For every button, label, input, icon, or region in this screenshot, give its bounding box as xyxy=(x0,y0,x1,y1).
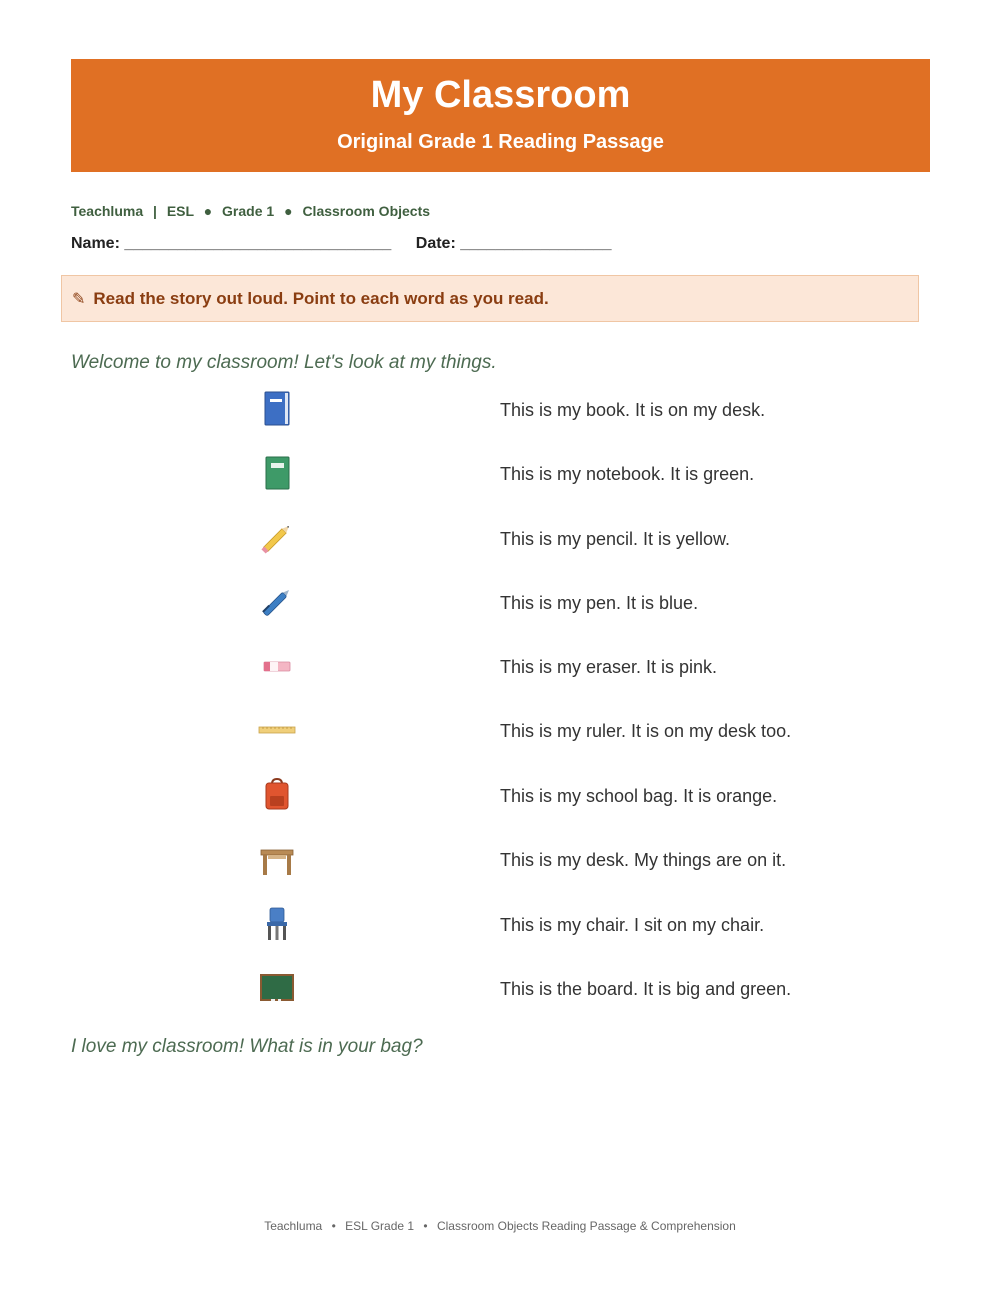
list-item xyxy=(71,518,930,558)
name-date-fields xyxy=(71,235,612,253)
footer-title: Classroom Objects Reading Passage & Comprehension xyxy=(436,1219,736,1233)
list-item xyxy=(71,775,930,815)
bullet-icon: • xyxy=(331,1219,336,1233)
school-bag-icon xyxy=(257,775,297,815)
item-sentence: This is my school bag. It is orange. xyxy=(500,786,778,806)
page-title: My Classroom xyxy=(370,74,631,116)
page-subtitle: Original Grade 1 Reading Passage xyxy=(337,131,664,153)
item-sentence: This is my pencil. It is yellow. xyxy=(500,529,731,549)
notebook-icon xyxy=(257,453,297,493)
subject-label: ESL xyxy=(166,203,194,219)
list-item xyxy=(71,582,930,622)
desk-icon xyxy=(257,839,297,879)
eraser-icon xyxy=(257,646,297,686)
name-label: Name: xyxy=(71,235,120,252)
pen-icon xyxy=(257,582,297,622)
pencil-icon xyxy=(257,518,297,558)
meta-separator: | xyxy=(153,203,157,219)
board-icon xyxy=(257,968,297,1008)
footer-publisher: Teachluma xyxy=(264,1219,323,1233)
item-sentence: This is my pen. It is blue. xyxy=(500,593,699,613)
intro-text: Welcome to my classroom! Let's look at my things. xyxy=(71,352,497,373)
date-label: Date: xyxy=(415,235,456,252)
item-sentence: This is my book. It is on my desk. xyxy=(500,400,766,420)
title-banner xyxy=(71,59,930,172)
item-sentence: This is my eraser. It is pink. xyxy=(500,657,718,677)
footer-course: ESL Grade 1 xyxy=(345,1219,415,1233)
book-icon xyxy=(257,389,297,429)
bullet-icon: ● xyxy=(203,203,213,219)
list-item xyxy=(71,904,930,944)
bullet-icon: • xyxy=(423,1219,428,1233)
closing-text: I love my classroom! What is in your bag? xyxy=(71,1036,423,1057)
list-item xyxy=(71,968,930,1008)
item-sentence: This is the board. It is big and green. xyxy=(500,979,792,999)
instruction-text: Read the story out loud. Point to each word as you read. xyxy=(93,288,549,308)
topic-label: Classroom Objects xyxy=(302,203,431,219)
date-line[interactable]: _________________ xyxy=(460,235,612,252)
list-item xyxy=(71,839,930,879)
list-item xyxy=(71,389,930,429)
worksheet-meta xyxy=(71,203,430,219)
name-line[interactable]: ______________________________ xyxy=(124,235,392,252)
instruction-box xyxy=(61,275,919,322)
list-item xyxy=(71,710,930,750)
chair-icon xyxy=(257,904,297,944)
pencil-icon: ✎ xyxy=(72,290,86,308)
ruler-icon xyxy=(257,710,297,750)
item-sentence: This is my notebook. It is green. xyxy=(500,464,755,484)
list-item xyxy=(71,453,930,493)
page-footer xyxy=(0,1219,1000,1233)
list-item xyxy=(71,646,930,686)
bullet-icon: ● xyxy=(284,203,293,219)
publisher-name: Teachluma xyxy=(71,203,144,219)
item-sentence: This is my chair. I sit on my chair. xyxy=(500,915,765,935)
grade-label: Grade 1 xyxy=(222,203,275,219)
item-sentence: This is my ruler. It is on my desk too. xyxy=(500,721,792,741)
item-sentence: This is my desk. My things are on it. xyxy=(500,850,787,870)
